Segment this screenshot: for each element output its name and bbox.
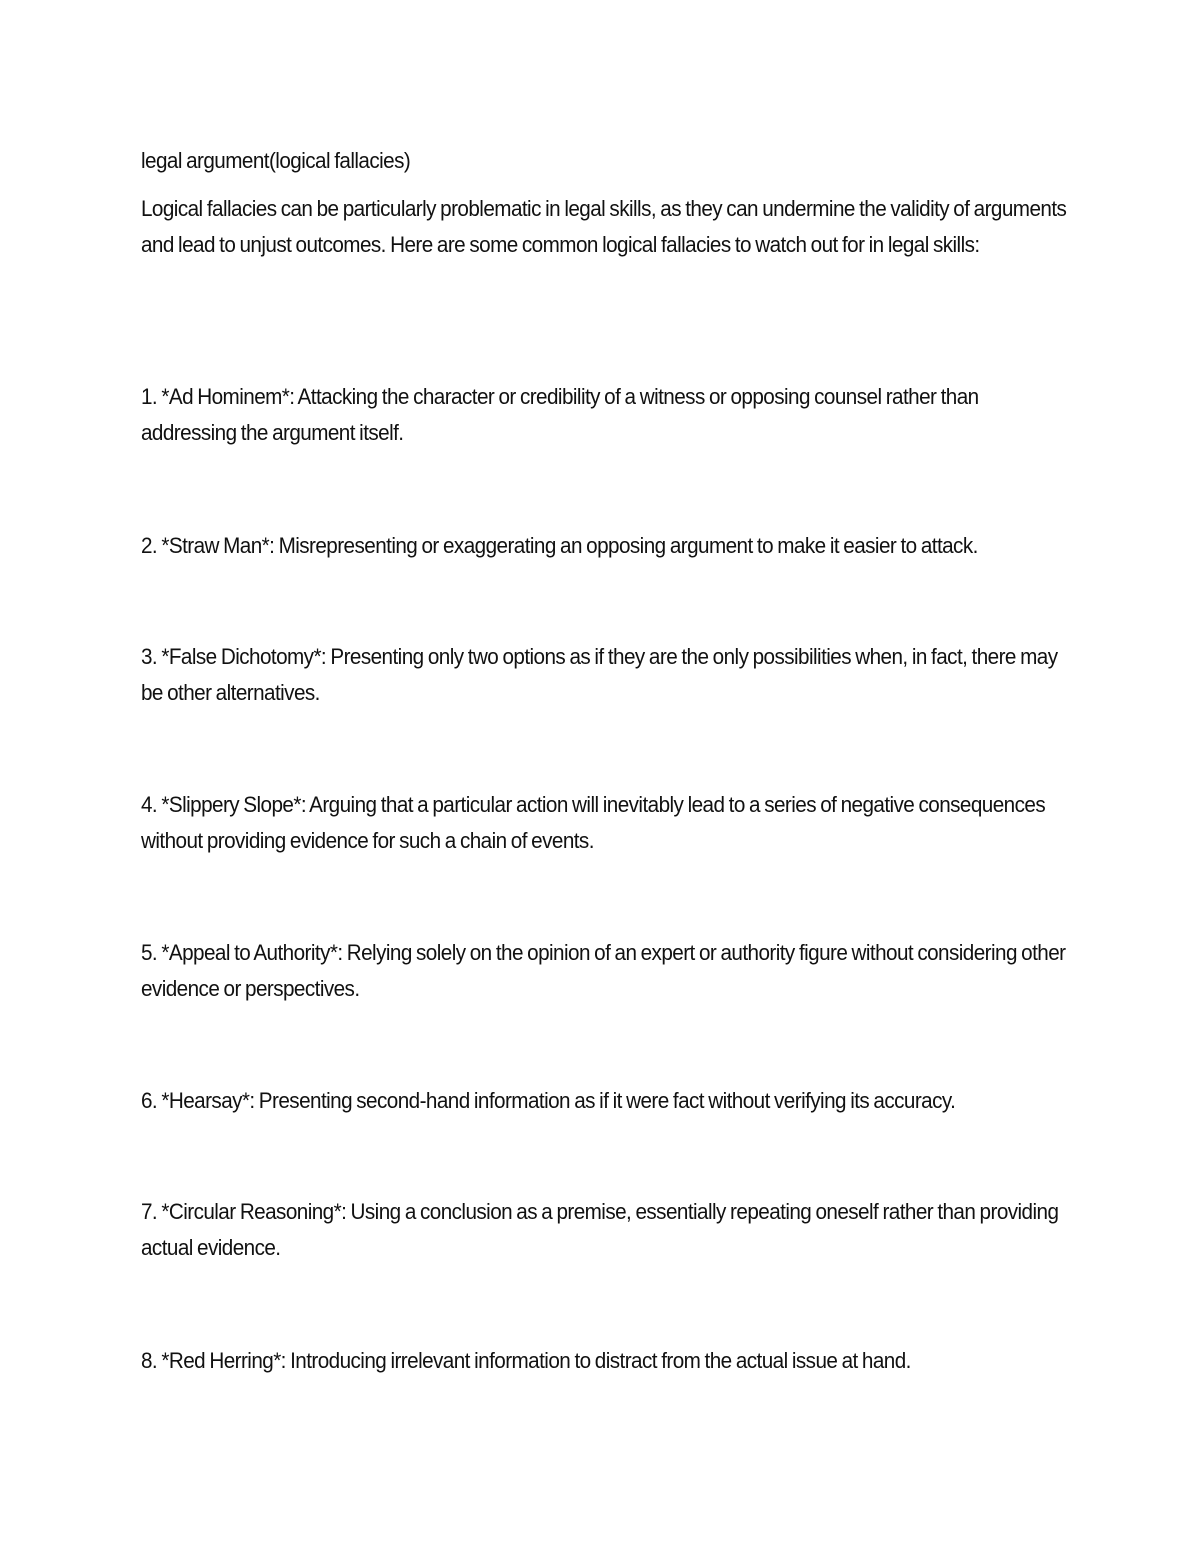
fallacy-item-false-dichotomy: 3. *False Dichotomy*: Presenting only two options as if they are the only possibilities when, in fact, there may be other alternatives.: [141, 644, 1058, 705]
document-body: [141, 143, 1071, 1373]
fallacy-item-slippery-slope: 4. *Slippery Slope*: Arguing that a particular action will inevitably lead to a series of negative consequences without providing evidence for such a chain of events.: [141, 792, 1046, 853]
fallacy-item-circular-reasoning: 7. *Circular Reasoning*: Using a conclusion as a premise, essentially repeating oneself rather than providing actual evidence.: [141, 1199, 1059, 1260]
intro-paragraph: Logical fallacies can be particularly problematic in legal skills, as they can undermine the validity of arguments and lead to unjust outcomes. Here are some common logical fallacies to watch out for in legal skills:: [141, 196, 1067, 257]
fallacy-item-hearsay: 6. *Hearsay*: Presenting second-hand information as if it were fact without verifying its accuracy.: [141, 1088, 956, 1113]
fallacy-item-appeal-to-authority: 5. *Appeal to Authority*: Relying solely on the opinion of an expert or authority figure without considering other evidence or perspectives.: [141, 940, 1066, 1001]
fallacy-item-ad-hominem: 1. *Ad Hominem*: Attacking the character or credibility of a witness or opposing counsel rather than addressing the argument itself.: [141, 384, 979, 445]
document-title: legal argument(logical fallacies): [141, 148, 411, 173]
fallacy-item-red-herring: 8. *Red Herring*: Introducing irrelevant information to distract from the actual issue at hand.: [141, 1348, 911, 1373]
fallacy-item-straw-man: 2. *Straw Man*: Misrepresenting or exaggerating an opposing argument to make it easier to attack.: [141, 533, 978, 558]
